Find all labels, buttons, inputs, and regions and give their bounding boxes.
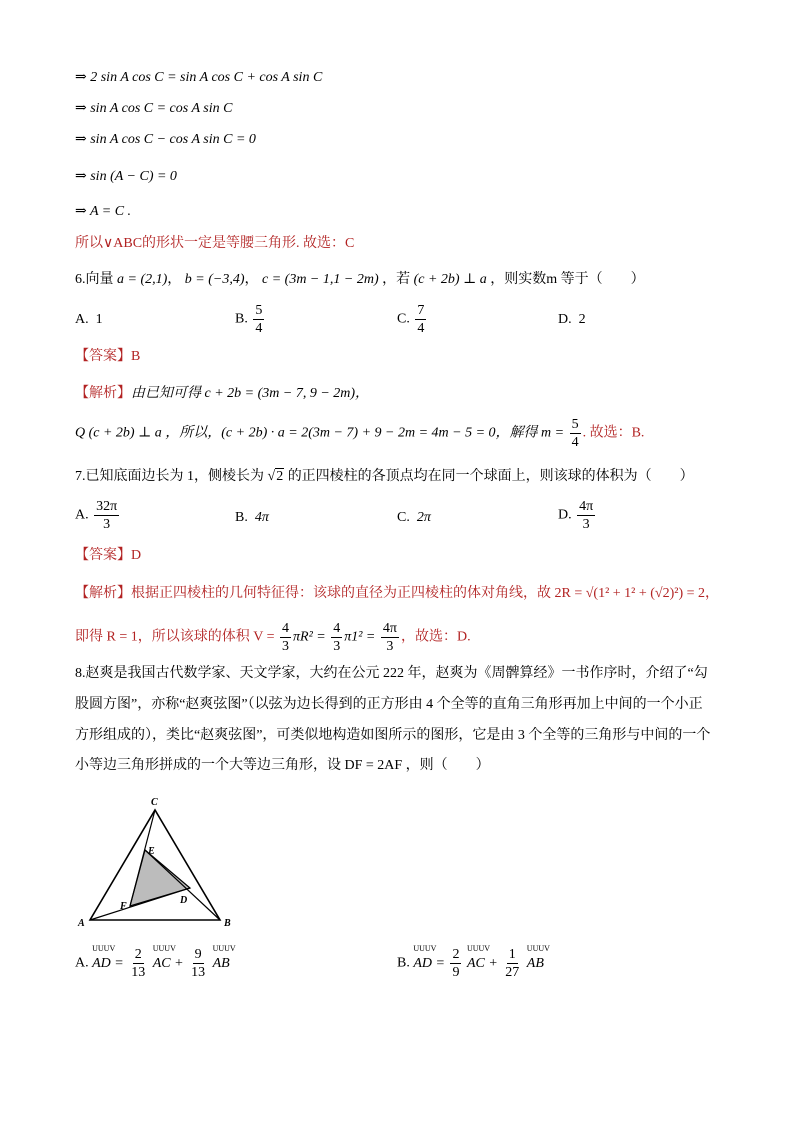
q7-option-c: C. 2π	[397, 510, 431, 525]
q8-option-a: A. UUUV AD = $\frac{2}{13}$ UUUV AC + $\frac{9}{13}$ UUUV AB	[75, 943, 236, 980]
q6-analysis-1: 【解析】由已知可得 c + 2b = (3m − 7, 9 − 2m)，	[75, 386, 370, 401]
q6-stem-end: ，则实数m 等于（ ）	[490, 272, 645, 287]
q6-m-fraction: $\frac{5}{4}$	[571, 417, 579, 450]
derivation-line-1: ⇒ 2 sin A cos C = sin A cos C + cos A sin C	[75, 70, 323, 85]
q6-option-d: D. 2	[558, 312, 586, 327]
q7-analysis-1: 【解析】根据正四棱柱的几何特征得：该球的直径为正四棱柱的体对角线，故 2R = √(1² + 1² + (√2)²) = 2，	[75, 586, 720, 601]
q6-stem: 6.向量 a = (2,1)， b = (−3,4)， c = (3m − 1,1 − 2m) ，若 (c + 2b) ⊥ a ，则实数m 等于（ ）	[75, 272, 645, 287]
q8-stem-line-4: 小等边三角形拼成的一个大等边三角形，设 DF = 2AF ，则（ ）	[75, 758, 490, 773]
q7-option-b: B. 4π	[235, 510, 269, 525]
q7-stem: 7.已知底面边长为 1，侧棱长为 √2 的正四棱柱的各顶点均在同一个球面上，则该球的体积为（ ）	[75, 469, 694, 484]
q8-stem-line-1: 8.赵爽是我国古代数学家、天文学家，大约在公元 222 年，赵爽为《周髀算经》一书作序时，介绍了“勾	[75, 666, 708, 681]
label-c: C	[151, 797, 158, 808]
label-f: F	[120, 901, 127, 912]
q6-option-b-fraction: $\frac{5}{4}$	[255, 303, 263, 336]
q6-condition: (c + 2b) ⊥ a	[413, 272, 487, 287]
sqrt-symbol: √2	[267, 469, 284, 484]
q6-vector-b: b = (−3,4)	[184, 272, 245, 287]
q8-stem-line-3: 方形组成的），类比“赵爽弦图”，可类似地构造如图所示的图形，它是由 3 个全等的三角形与中间的一个	[75, 728, 711, 743]
q6-cond-prefix: ，若	[382, 272, 411, 287]
q7-option-a-fraction: $\frac{32\pi}{3}$	[96, 499, 118, 532]
q6-option-b: B. $\frac{5}{4}$	[235, 303, 263, 336]
q6-option-a: A. 1	[75, 312, 103, 327]
q6-answer: 【答案】B	[75, 349, 141, 364]
q7-analysis-2: 即得 R = 1，所以该球的体积 V = $\frac{4}{3}$ πR² = $\frac{4}{3}$ π1² = $\frac{4\pi}{3}$ ，故选：D.	[75, 621, 471, 654]
zhao-shuang-triangle-figure	[70, 790, 240, 935]
label-d: D	[180, 895, 188, 906]
q6-stem-start: 6.向量	[75, 272, 114, 287]
derivation-line-4: ⇒ sin (A − C) = 0	[75, 169, 177, 184]
q7-answer: 【答案】D	[75, 548, 142, 563]
label-a: A	[78, 918, 85, 929]
derivation-line-5: ⇒ A = C .	[75, 204, 132, 219]
q7-option-d: D. $\frac{4\pi}{3}$	[558, 499, 594, 532]
derivation-conclusion: 所以∨ABC的形状一定是等腰三角形. 故选：C	[75, 236, 355, 251]
q7-option-d-fraction: $\frac{4\pi}{3}$	[579, 499, 594, 532]
q7-option-a: A. $\frac{32\pi}{3}$	[75, 499, 118, 532]
q8-option-b: B. UUUV AD = $\frac{2}{9}$ UUUV AC + $\frac{1}{27}$ UUUV AB	[397, 943, 550, 980]
q6-vector-c: c = (3m − 1,1 − 2m)	[262, 272, 379, 287]
q6-option-c: C. $\frac{7}{4}$	[397, 303, 425, 336]
q6-option-c-fraction: $\frac{7}{4}$	[417, 303, 425, 336]
q6-vector-a: a = (2,1)	[117, 272, 168, 287]
label-b: B	[224, 918, 231, 929]
derivation-line-2: ⇒ sin A cos C = cos A sin C	[75, 101, 233, 116]
q8-stem-line-2: 股圆方图”，亦称“赵爽弦图”（以弦为边长得到的正方形由 4 个全等的直角三角形再加上中间的一个小正	[75, 697, 703, 712]
q6-analysis-2: Q (c + 2b) ⊥ a ，所以，(c + 2b) · a = 2(3m − 7) + 9 − 2m = 4m − 5 = 0，解得 m = $\frac{5}{4}$ . 故选：B.	[75, 417, 645, 450]
derivation-line-3: ⇒ sin A cos C − cos A sin C = 0	[75, 132, 256, 147]
label-e: E	[148, 846, 155, 857]
